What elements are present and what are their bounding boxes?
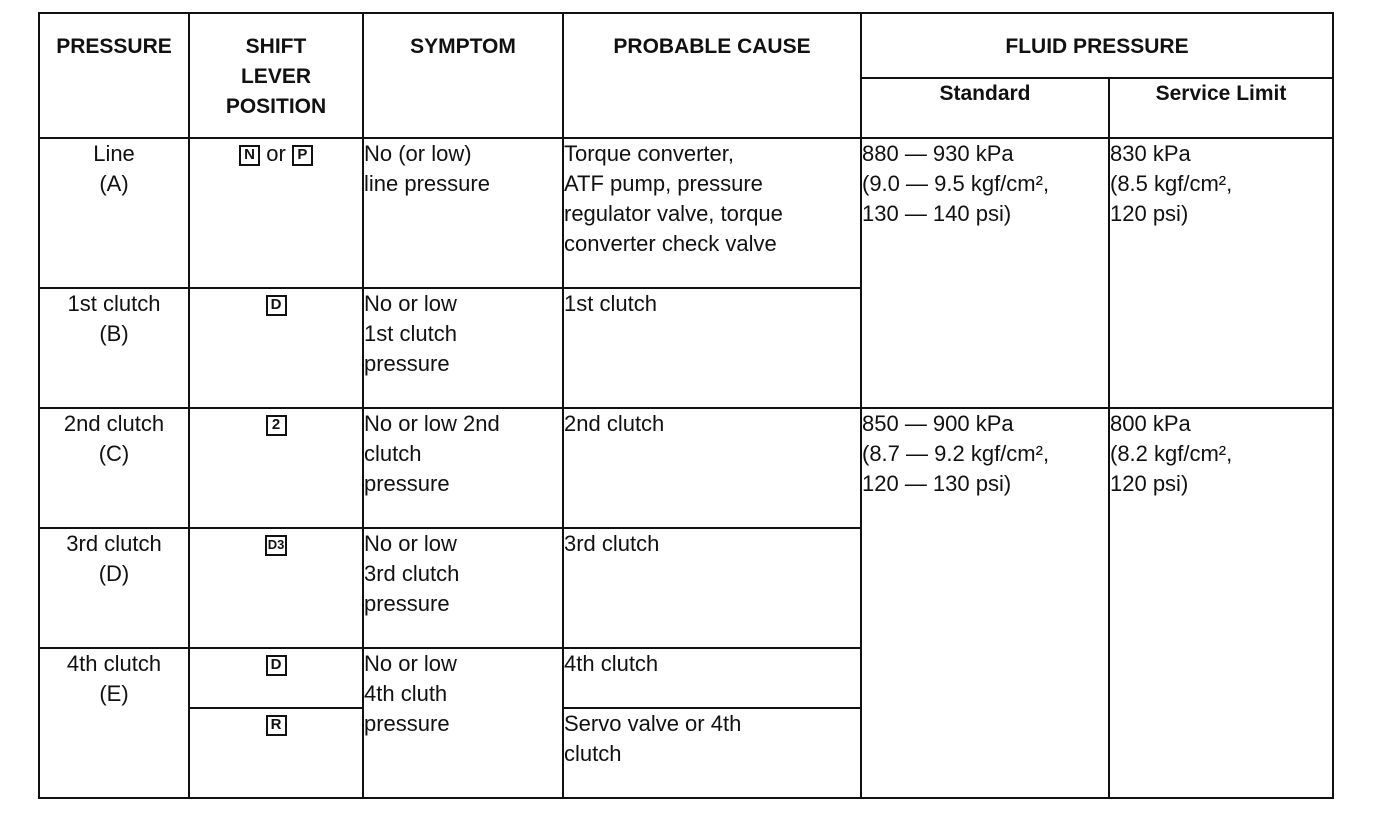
pressure-name: 2nd clutch: [63, 411, 165, 436]
table-row: [39, 138, 1333, 288]
pressure-cell: [39, 288, 189, 408]
pressure-code: (E): [99, 681, 129, 706]
symptom-cell: [363, 528, 563, 648]
shift-cell: [189, 528, 363, 648]
standard-line: 880 — 930 kPa: [862, 141, 1014, 166]
cause-cell: 4th clutch: [563, 648, 861, 708]
pressure-name: 1st clutch: [67, 291, 161, 316]
standard-line: (8.7 — 9.2 kgf/cm²,: [862, 441, 1050, 466]
limit-line: (8.5 kgf/cm²,: [1110, 171, 1233, 196]
service-limit-cell: [1109, 408, 1333, 798]
limit-line: 830 kPa: [1110, 141, 1191, 166]
pressure-name: 3rd clutch: [66, 531, 162, 556]
cause-cell: [563, 138, 861, 288]
limit-line: 800 kPa: [1110, 411, 1191, 436]
header-shift-line: LEVER: [240, 65, 311, 88]
symptom-line: pressure: [364, 351, 450, 376]
symptom-cell: [363, 138, 563, 288]
shift-position-badge: 2: [266, 415, 287, 436]
shift-position-badge: N: [239, 145, 260, 166]
standard-pressure-cell: [861, 408, 1109, 798]
symptom-cell: [363, 288, 563, 408]
pressure-name: Line: [93, 141, 135, 166]
pressure-code: (B): [99, 321, 129, 346]
cause-line: regulator valve, torque: [564, 201, 783, 226]
cause-cell: 2nd clutch: [563, 408, 861, 528]
header-shift-line: SHIFT: [245, 35, 307, 58]
pressure-code: (A): [99, 171, 129, 196]
shift-position-badge: R: [266, 715, 287, 736]
pressure-cell: [39, 648, 189, 798]
header-shift-line: POSITION: [225, 95, 327, 118]
table-row: [39, 408, 1333, 528]
cause-line: converter check valve: [564, 231, 777, 256]
shift-position-badge: D: [266, 295, 287, 316]
symptom-cell: [363, 408, 563, 528]
shift-position-badge: P: [292, 145, 313, 166]
pressure-code: (C): [98, 441, 130, 466]
shift-position-badge: D: [266, 655, 287, 676]
standard-pressure-cell: [861, 138, 1109, 408]
standard-line: 130 — 140 psi): [862, 201, 1012, 226]
symptom-line: pressure: [364, 471, 450, 496]
symptom-line: No or low: [364, 531, 457, 556]
shift-position-badge: D3: [265, 535, 288, 556]
cause-cell: [563, 708, 861, 798]
header-pressure: PRESSURE: [39, 13, 189, 138]
header-row: [39, 13, 1333, 78]
symptom-line: 3rd clutch: [364, 561, 460, 586]
cause-line: ATF pump, pressure: [564, 171, 763, 196]
symptom-line: No or low: [364, 291, 457, 316]
cause-cell: 3rd clutch: [563, 528, 861, 648]
limit-line: 120 psi): [1110, 471, 1189, 496]
symptom-line: No or low: [364, 651, 457, 676]
limit-line: 120 psi): [1110, 201, 1189, 226]
standard-line: 120 — 130 psi): [862, 471, 1012, 496]
pressure-cell: [39, 408, 189, 528]
cause-cell: 1st clutch: [563, 288, 861, 408]
header-standard: Standard: [861, 78, 1109, 138]
shift-cell: [189, 708, 363, 798]
symptom-line: No or low 2nd: [364, 411, 500, 436]
pressure-cell: [39, 528, 189, 648]
symptom-line: No (or low): [364, 141, 472, 166]
pressure-code: (D): [98, 561, 130, 586]
standard-line: (9.0 — 9.5 kgf/cm²,: [862, 171, 1050, 196]
header-fluid-pressure: FLUID PRESSURE: [861, 13, 1333, 78]
limit-line: (8.2 kgf/cm²,: [1110, 441, 1233, 466]
service-limit-cell: [1109, 138, 1333, 408]
symptom-line: pressure: [364, 711, 450, 736]
standard-line: 850 — 900 kPa: [862, 411, 1014, 436]
cause-line: Servo valve or 4th: [564, 711, 742, 736]
symptom-line: line pressure: [364, 171, 490, 196]
pressure-name: 4th clutch: [66, 651, 162, 676]
shift-cell: [189, 138, 363, 288]
cause-line: Torque converter,: [564, 141, 734, 166]
symptom-cell: [363, 648, 563, 798]
shift-cell: [189, 288, 363, 408]
shift-cell: [189, 648, 363, 708]
symptom-line: 4th cluth: [364, 681, 448, 706]
symptom-line: 1st clutch: [364, 321, 457, 346]
header-shift-lever-position: [189, 13, 363, 138]
header-probable-cause: PROBABLE CAUSE: [563, 13, 861, 138]
header-symptom: SYMPTOM: [363, 13, 563, 138]
pressure-cell: [39, 138, 189, 288]
symptom-line: clutch: [364, 441, 422, 466]
header-service-limit: Service Limit: [1109, 78, 1333, 138]
symptom-line: pressure: [364, 591, 450, 616]
shift-cell: [189, 408, 363, 528]
fluid-pressure-table: [38, 12, 1334, 799]
shift-or-text: or: [266, 141, 286, 166]
cause-line: clutch: [564, 741, 622, 766]
